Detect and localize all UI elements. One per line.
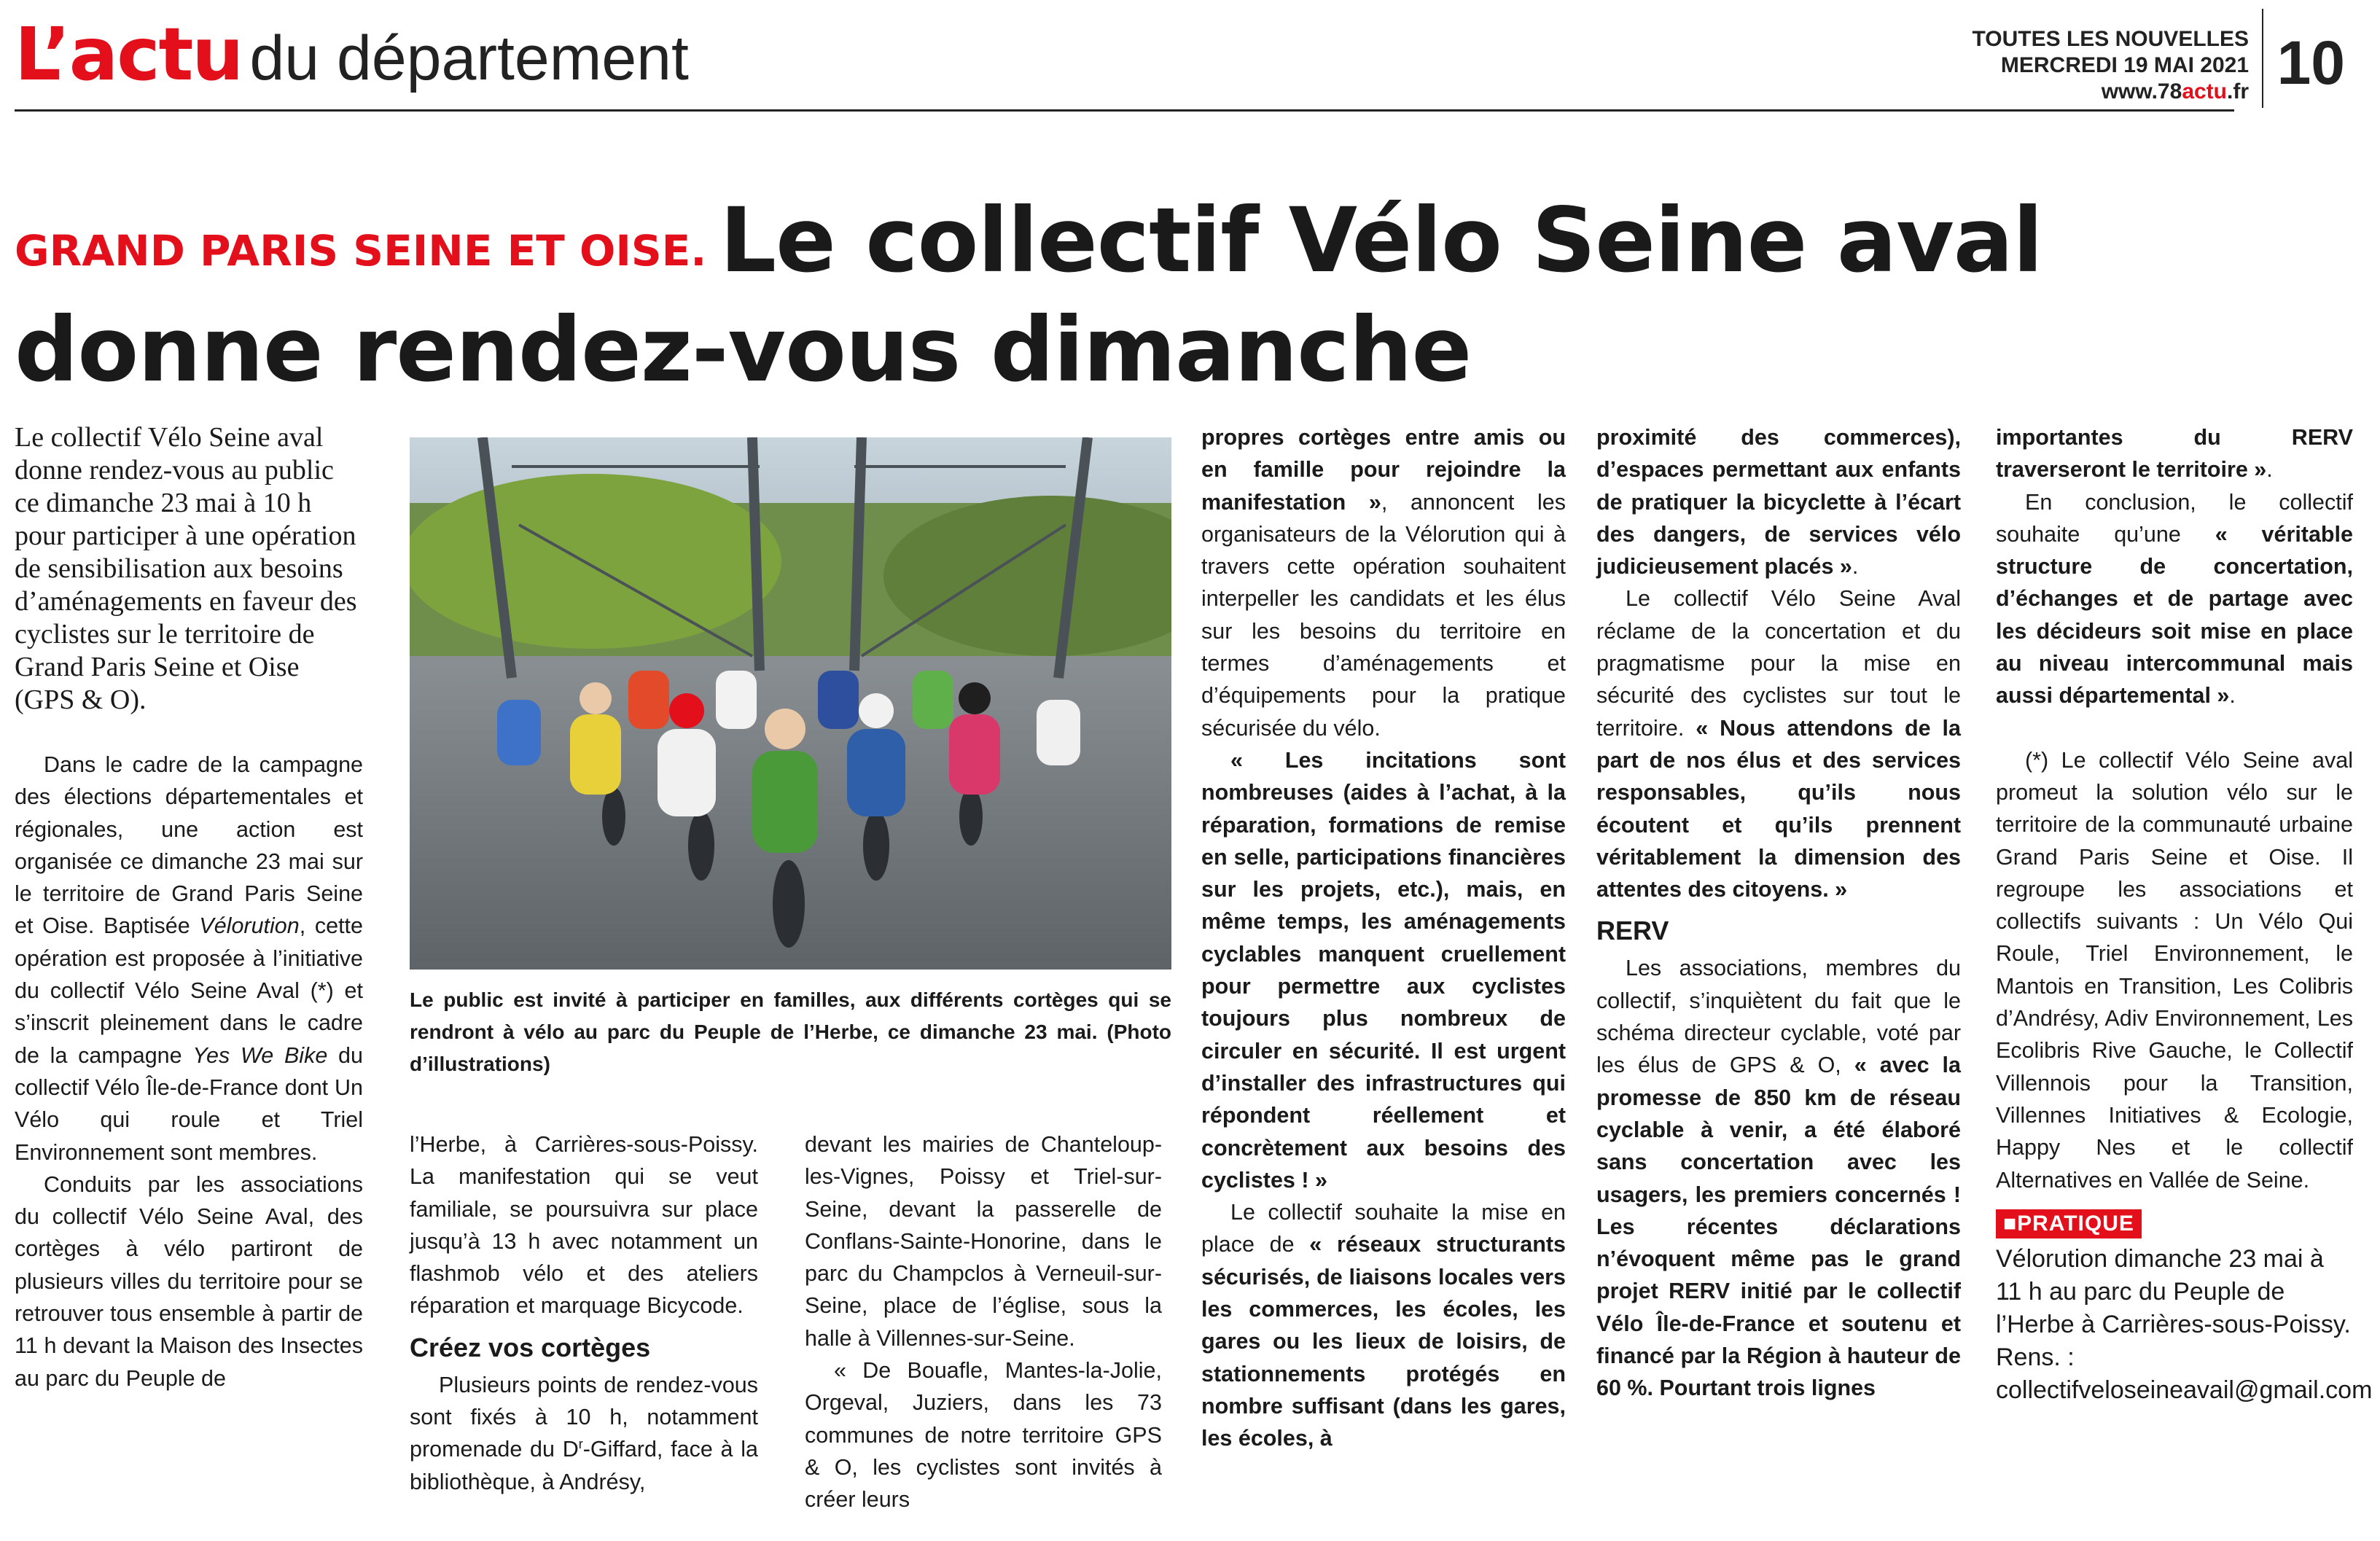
- text-run: En conclusion, le collectif souhaite qu’une: [1996, 489, 2353, 547]
- issue-date: MERCREDI 19 MAI 2021: [2000, 53, 2249, 77]
- quote-bold: « Nous attendons de la part de nos élus et des services responsables, qu’ils nous écoutent et qu’ils prennent véritablement la dimension des attentes des citoyens. »: [1596, 715, 1961, 902]
- body-paragraph: [1596, 582, 1961, 905]
- masthead-divider: [2262, 9, 2263, 108]
- headline-line-2: donne rendez-vous dimanche: [15, 298, 1472, 402]
- brand-logo-text: L’actu: [15, 12, 243, 97]
- body-paragraph: l’Herbe, à Carrières-sous-Poissy. La manifestation qui se veut familiale, se poursuivra sur place jusqu’à 13 h avec notamment un flashmob vélo et des ateliers réparation et marquage Bicycode.: [410, 1132, 758, 1319]
- text-run: .: [1852, 554, 1859, 580]
- quote-paragraph: « Les incitations sont nombreuses (aides à l’achat, à la réparation, formations de remise en selle, participations financières sur les projets, etc.), mais, en même temps, les aménagements cyclables manquent cruellement pour permettre aux cyclistes toujours plus nombreux de circuler en sécurité. Il est urgent d’installer des infrastructures qui répondent réellement et concrètement aux besoins des cyclistes ! »: [1201, 747, 1566, 1193]
- lead-paragraph: Le collectif Vélo Seine aval donne rendez-vous au public ce dimanche 23 mai à 10 h pour participer à une opération de sensibilisation aux besoins d’aménagements en faveur des cyclistes sur le territoire de Grand Paris Seine et Oise (GPS & O).: [15, 422, 357, 715]
- body-paragraph: [1996, 421, 2353, 486]
- headline: [15, 189, 2347, 402]
- headline-kicker: GRAND PARIS SEINE ET OISE.: [15, 226, 707, 276]
- text-run: , annoncent les organisateurs de la Vélorution qui à travers cette opération souhaitent interpeller les candidats et les élus sur les besoins du territoire en termes d’aménagements et d’équipements pour la pratique sécurisée du vélo.: [1201, 489, 1566, 741]
- body-paragraph: « De Bouafle, Mantes-la-Jolie, Orgeval, Juziers, dans les 73 communes de notre territoire GPS & O, les cyclistes sont invités à créer leurs: [805, 1358, 1162, 1513]
- emphasis: Yes We Bike: [192, 1042, 328, 1068]
- footnote: (*) Le collectif Vélo Seine aval promeut la solution vélo sur le territoire de la communauté urbaine Grand Paris Seine et Oise. Il regroupe les associations et collectifs suivants : Un Vélo Qui Roule, Triel Environnement, le Mantois en Transition, Les Colibris d’Andrésy, Adiv Environnement, Les Ecolibris Rive Gauche, le Collectif Villennois pour la Transition, Villennes Initiatives & Ecologie, Happy Nes et le collectif Alternatives en Vallée de Seine.: [1996, 747, 2353, 1193]
- cyclists-photo: [410, 437, 1171, 970]
- practical-tag: ■PRATIQUE: [1996, 1209, 2142, 1238]
- column-4: [1201, 421, 1566, 1455]
- text-run: Dans le cadre de la campagne des élections départementales et régionales, une action est organisée ce dimanche 23 mai sur le territoire de Grand Paris Seine et Oise. Baptisée: [15, 752, 363, 939]
- column-6: [1996, 421, 2373, 1407]
- body-paragraph: [1996, 486, 2353, 712]
- quote-bold: proximité des commerces), d’espaces permettant aux enfants de pratiquer la bicyclette à l’écart des dangers, de services vélo judicieusement placés »: [1596, 425, 1961, 580]
- body-paragraph: [15, 749, 363, 1169]
- emphasis: Vélorution: [199, 913, 300, 939]
- text-run: Plusieurs points de rendez-vous sont fixés à 10 h, notamment promenade du D: [410, 1372, 758, 1462]
- text-run: .: [2266, 457, 2273, 483]
- body-paragraph: [410, 1369, 758, 1498]
- quote-bold: « véritable structure de concertation, d’échanges et de partage avec les décideurs soit mise en place au niveau intercommunal mais aussi départemental »: [1996, 521, 2353, 709]
- column-1: [15, 421, 363, 1394]
- website-link[interactable]: [1973, 79, 2250, 105]
- section-title: [15, 12, 689, 99]
- quote-bold: propres cortèges entre amis ou en famille pour rejoindre la manifestation »: [1201, 425, 1566, 515]
- body-paragraph: Conduits par les associations du collectif Vélo Seine Aval, des cortèges à vélo partiront de plusieurs villes du territoire pour se retrouver tous ensemble à partir de 11 h devant la Maison des Insectes au parc du Peuple de: [15, 1171, 363, 1391]
- paper-name: TOUTES LES NOUVELLES: [1972, 27, 2249, 51]
- quote-bold: importantes du RERV traverseront le territoire »: [1996, 425, 2353, 483]
- text-run: Le collectif Vélo Seine Aval réclame de la concertation et du pragmatisme pour la mise en sécurité des cyclistes sur tout le territoire.: [1596, 586, 1961, 741]
- site-prefix: www.78: [2101, 79, 2182, 104]
- body-paragraph: devant les mairies de Chanteloup-les-Vignes, Poissy et Triel-sur-Seine, devant la passerelle de Conflans-Sainte-Honorine, dans le parc du Champclos à Verneuil-sur-Seine, place de l’église, sous la halle à Villennes-sur-Seine.: [805, 1132, 1162, 1351]
- photo-caption: Le public est invité à participer en familles, aux différents cortèges qui se rendront à vélo au parc du Peuple de l’Herbe, ce dimanche 23 mai. (Photo d’illustrations): [410, 988, 1171, 1075]
- column-2: [410, 1128, 758, 1498]
- body-paragraph: [1201, 421, 1566, 744]
- text-run: Le collectif souhaite la mise en place de: [1201, 1200, 1566, 1257]
- text-run: Les associations, membres du collectif, s’inquiètent du fait que le schéma directeur cyclable, voté par les élus de GPS & O,: [1596, 956, 1961, 1078]
- subhead: RERV: [1596, 916, 1669, 946]
- masthead-rule: [15, 109, 2234, 112]
- text-run: .: [2229, 683, 2236, 709]
- site-brand: actu: [2182, 79, 2227, 104]
- edition-info: [1973, 26, 2250, 105]
- quote-bold: « avec la promesse de 850 km de réseau cyclable à venir, a été élaboré sans concertation avec les usagers, les premiers concernés ! Les récentes déclarations n’évoquent même pas le grand projet RERV initié par le collectif Vélo Île-de-France et soutenu et financé par la Région à hauteur de 60 %. Pourtant trois lignes: [1596, 1053, 1961, 1401]
- superscript: r: [578, 1437, 583, 1452]
- subhead: Créez vos cortèges: [410, 1332, 651, 1362]
- body-paragraph: [1201, 1196, 1566, 1454]
- section-name: du département: [249, 23, 689, 93]
- column-5: [1596, 421, 1961, 1405]
- photo-illustration: [410, 437, 1171, 970]
- quote-bold: « réseaux structurants sécurisés, de liaisons locales vers les commerces, les écoles, les gares ou les lieux de loisirs, de stationnements protégés en nombre suffisant (dans les gares, les écoles, à: [1201, 1232, 1566, 1451]
- text-run: du collectif Vélo Île-de-France dont Un Vélo qui roule et Triel Environnement sont membres.: [15, 1042, 363, 1165]
- practical-info: Vélorution dimanche 23 mai à 11 h au parc du Peuple de l’Herbe à Carrières-sous-Poissy. Rens. : collectifveloseineavail@gmail.com: [1996, 1244, 2373, 1404]
- column-3: [805, 1128, 1162, 1516]
- site-suffix: .fr: [2227, 79, 2249, 104]
- headline-line-1: Le collectif Vélo Seine aval: [719, 189, 2042, 292]
- body-paragraph: [1596, 421, 1961, 582]
- text-run: -Giffard, face à la bibliothèque, à Andrésy,: [410, 1437, 758, 1494]
- page-number: 10: [2276, 28, 2345, 97]
- text-run: , cette opération est proposée à l’initiative du collectif Vélo Seine Aval (*) et s’inscrit pleinement dans le cadre de la campagne: [15, 913, 363, 1068]
- body-paragraph: [1596, 952, 1961, 1404]
